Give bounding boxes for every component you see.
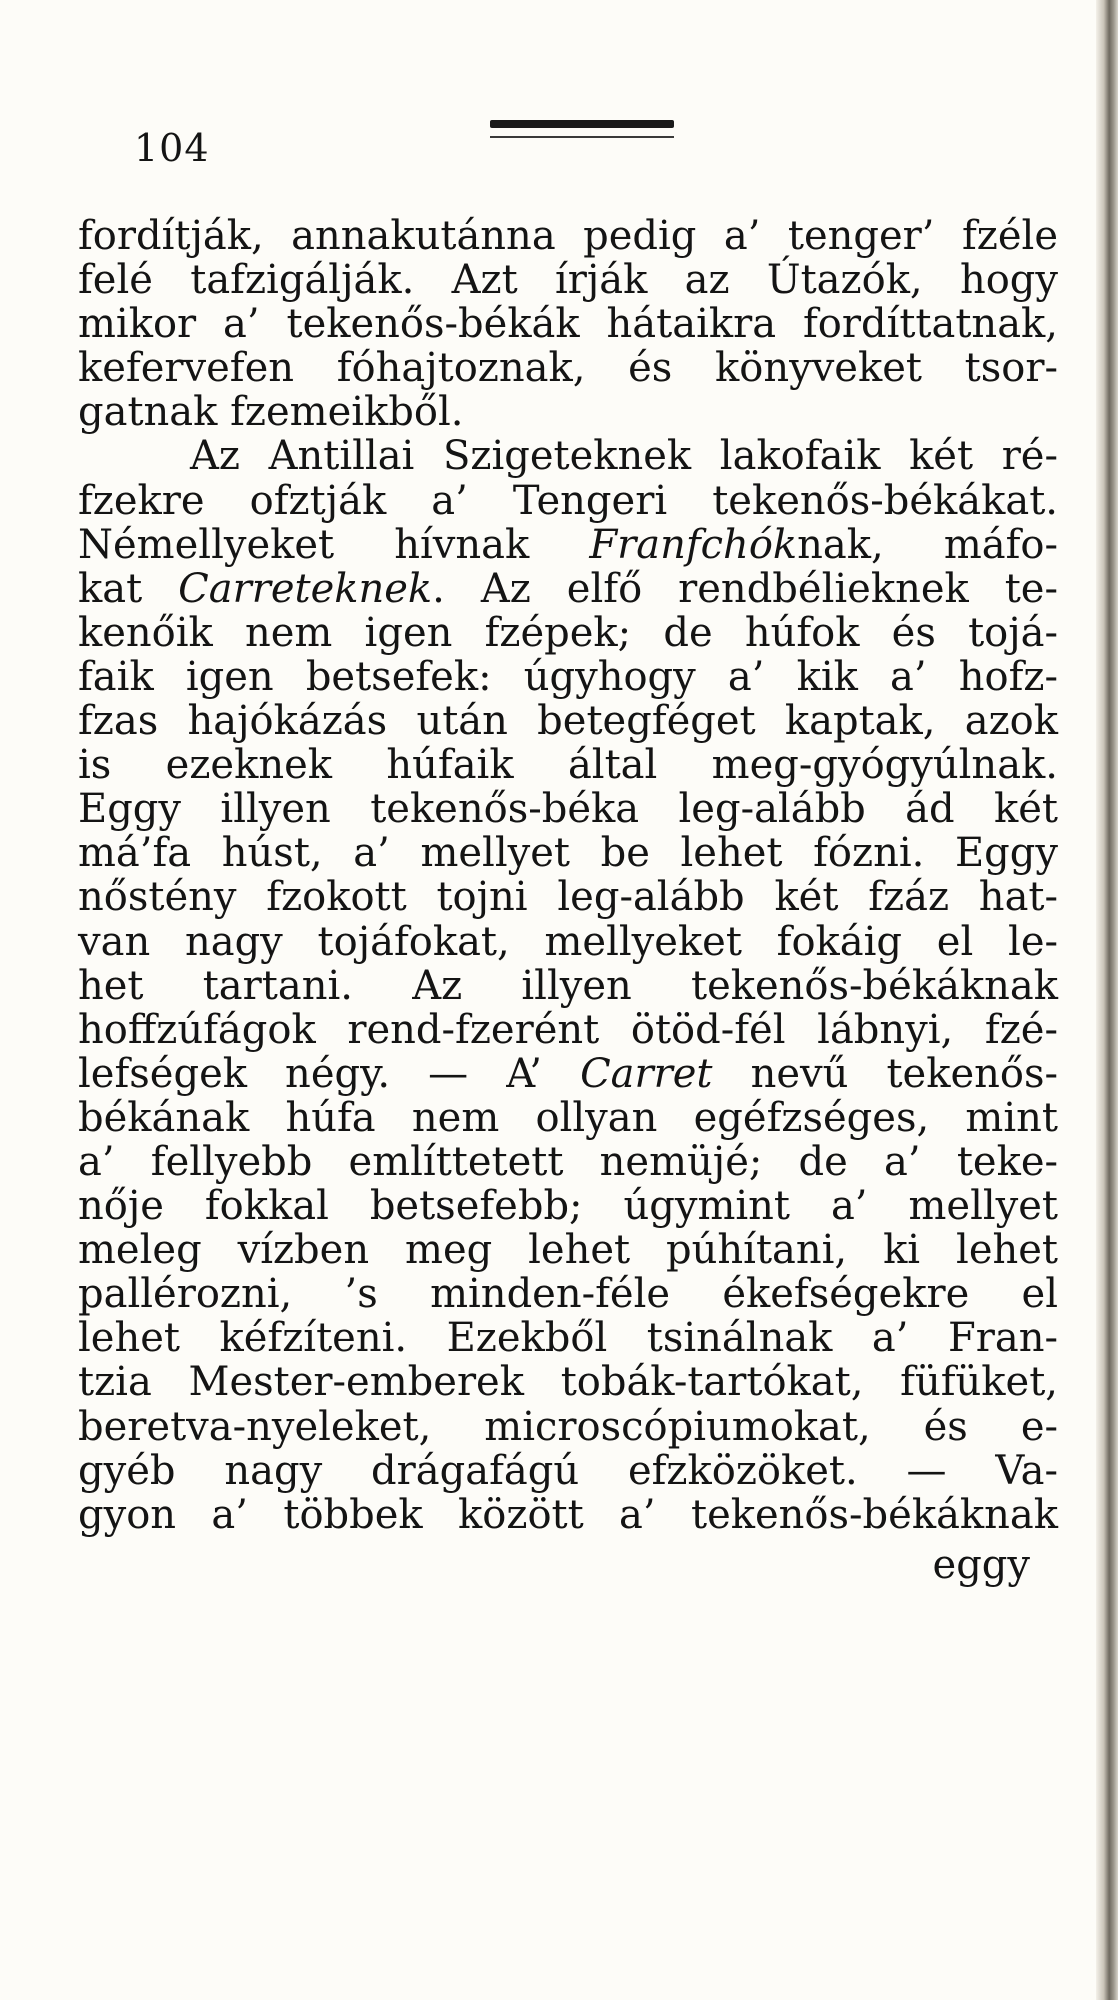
text-line-segment: kenőik nem igen fzépek; de húfok és tojá- — [78, 609, 1058, 656]
text-line — [78, 346, 1058, 390]
text-line — [78, 1052, 1058, 1096]
text-line-segment: gatnak fzemeikből. — [78, 389, 464, 436]
text-line — [78, 1228, 1058, 1272]
text-line-segment: a’ fellyebb említtetett nemüjé; de a’ teke- — [78, 1138, 1058, 1185]
text-line — [78, 920, 1058, 964]
text-line-segment: Némellyeket hívnak — [78, 521, 590, 568]
text-line-segment: nője fokkal betsefebb; úgymint a’ mellyet — [78, 1183, 1058, 1230]
text-line — [78, 875, 1058, 919]
text-line-segment: fordítják, annakutánna pedig a’ tenger’ fzéle — [78, 213, 1058, 259]
text-line-segment: kat — [78, 565, 179, 612]
text-line — [78, 831, 1058, 875]
text-line-segment: van nagy tojáfokat, mellyeket fokáig el le- — [78, 918, 1058, 965]
text-line-segment: meleg vízben meg lehet púhítani, ki lehet — [78, 1227, 1058, 1274]
page-number: 104 — [134, 126, 210, 170]
text-line-segment: nőstény fzokott tojni leg-alább két fzáz hat- — [78, 874, 1058, 921]
text-line-segment: gyéb nagy drágafágú efzközöket. — Va- — [78, 1447, 1058, 1494]
page-spine-edge — [1096, 0, 1118, 2000]
text-line — [78, 655, 1058, 699]
text-line-segment: nevű tekenős- — [712, 1050, 1059, 1097]
body-text — [78, 214, 1058, 1587]
catchword — [78, 1543, 1058, 1587]
text-line-segment: . Az elfő rendbélieknek te- — [432, 565, 1058, 612]
text-line — [78, 964, 1058, 1008]
header-ornament-rule — [490, 120, 674, 128]
catchword-text: eggy — [932, 1541, 1030, 1588]
text-line — [78, 743, 1058, 787]
text-line-segment: fzekre ofztják a’ Tengeri tekenős-békákat. — [78, 477, 1058, 524]
italic-term: Carreteknek — [178, 565, 433, 612]
text-line-segment: Eggy illyen tekenős-béka leg-alább ád két — [78, 786, 1058, 833]
text-line — [78, 567, 1058, 611]
text-line-segment: kefervefen fóhajtoznak, és könyveket tsor- — [78, 345, 1058, 392]
text-line — [78, 523, 1058, 567]
text-line — [78, 1272, 1058, 1316]
text-line — [78, 1184, 1058, 1228]
text-line-segment: is ezeknek húfaik által meg-gyógyúlnak. — [78, 742, 1058, 789]
text-line-segment: lehet kéfzíteni. Ezekből tsinálnak a’ Fran- — [78, 1315, 1058, 1362]
text-line-segment: gyon a’ többek között a’ tekenős-békáknak — [78, 1491, 1058, 1538]
text-line — [78, 258, 1058, 302]
text-line — [78, 1493, 1058, 1537]
text-line — [78, 214, 1058, 258]
text-line — [78, 699, 1058, 743]
text-line-segment: má’fa húst, a’ mellyet be lehet fózni. Eggy — [78, 830, 1058, 877]
text-line-segment: pallérozni, ’s minden-féle ékefségekre el — [78, 1271, 1058, 1318]
text-line-segment: het tartani. Az illyen tekenős-békáknak — [78, 962, 1058, 1009]
text-line — [78, 1140, 1058, 1184]
italic-term: Franfchók — [589, 521, 798, 568]
text-line-segment: mikor a’ tekenős-békák hátaikra fordíttatnak, — [78, 301, 1058, 348]
text-line — [78, 1405, 1058, 1449]
text-line-segment: Az Antillai Szigeteknek lakofaik két ré- — [190, 433, 1058, 480]
text-line-segment: tzia Mester-emberek tobák-tartókat, füfüket, — [78, 1359, 1058, 1406]
header-ornament-rule-thin — [490, 136, 674, 138]
text-line — [78, 1360, 1058, 1404]
text-line — [78, 1316, 1058, 1360]
text-line — [78, 611, 1058, 655]
text-line — [78, 479, 1058, 523]
text-line-segment: nak, máfo- — [797, 521, 1058, 568]
text-line-segment: lefségek négy. — A’ — [78, 1050, 581, 1097]
text-line-segment: hoffzúfágok rend-fzerént ötöd-fél lábnyi, fzé- — [78, 1006, 1058, 1053]
text-line — [78, 1096, 1058, 1140]
text-line — [78, 787, 1058, 831]
text-line-segment: beretva-nyeleket, microscópiumokat, és e- — [78, 1403, 1058, 1450]
text-line-segment: felé tafzigálják. Azt írják az Útazók, hogy — [78, 257, 1058, 304]
text-line-segment: fzas hajókázás után betegféget kaptak, azok — [78, 698, 1058, 745]
italic-term: Carret — [580, 1050, 713, 1097]
paragraph-first-line — [78, 434, 1058, 478]
text-line — [78, 1449, 1058, 1493]
text-line-segment: faik igen betsefek: úgyhogy a’ kik a’ hofz- — [78, 653, 1058, 700]
text-line — [78, 1008, 1058, 1052]
text-line-segment: békának húfa nem ollyan egéfzséges, mint — [78, 1094, 1058, 1141]
text-line — [78, 302, 1058, 346]
text-line — [78, 390, 1058, 434]
